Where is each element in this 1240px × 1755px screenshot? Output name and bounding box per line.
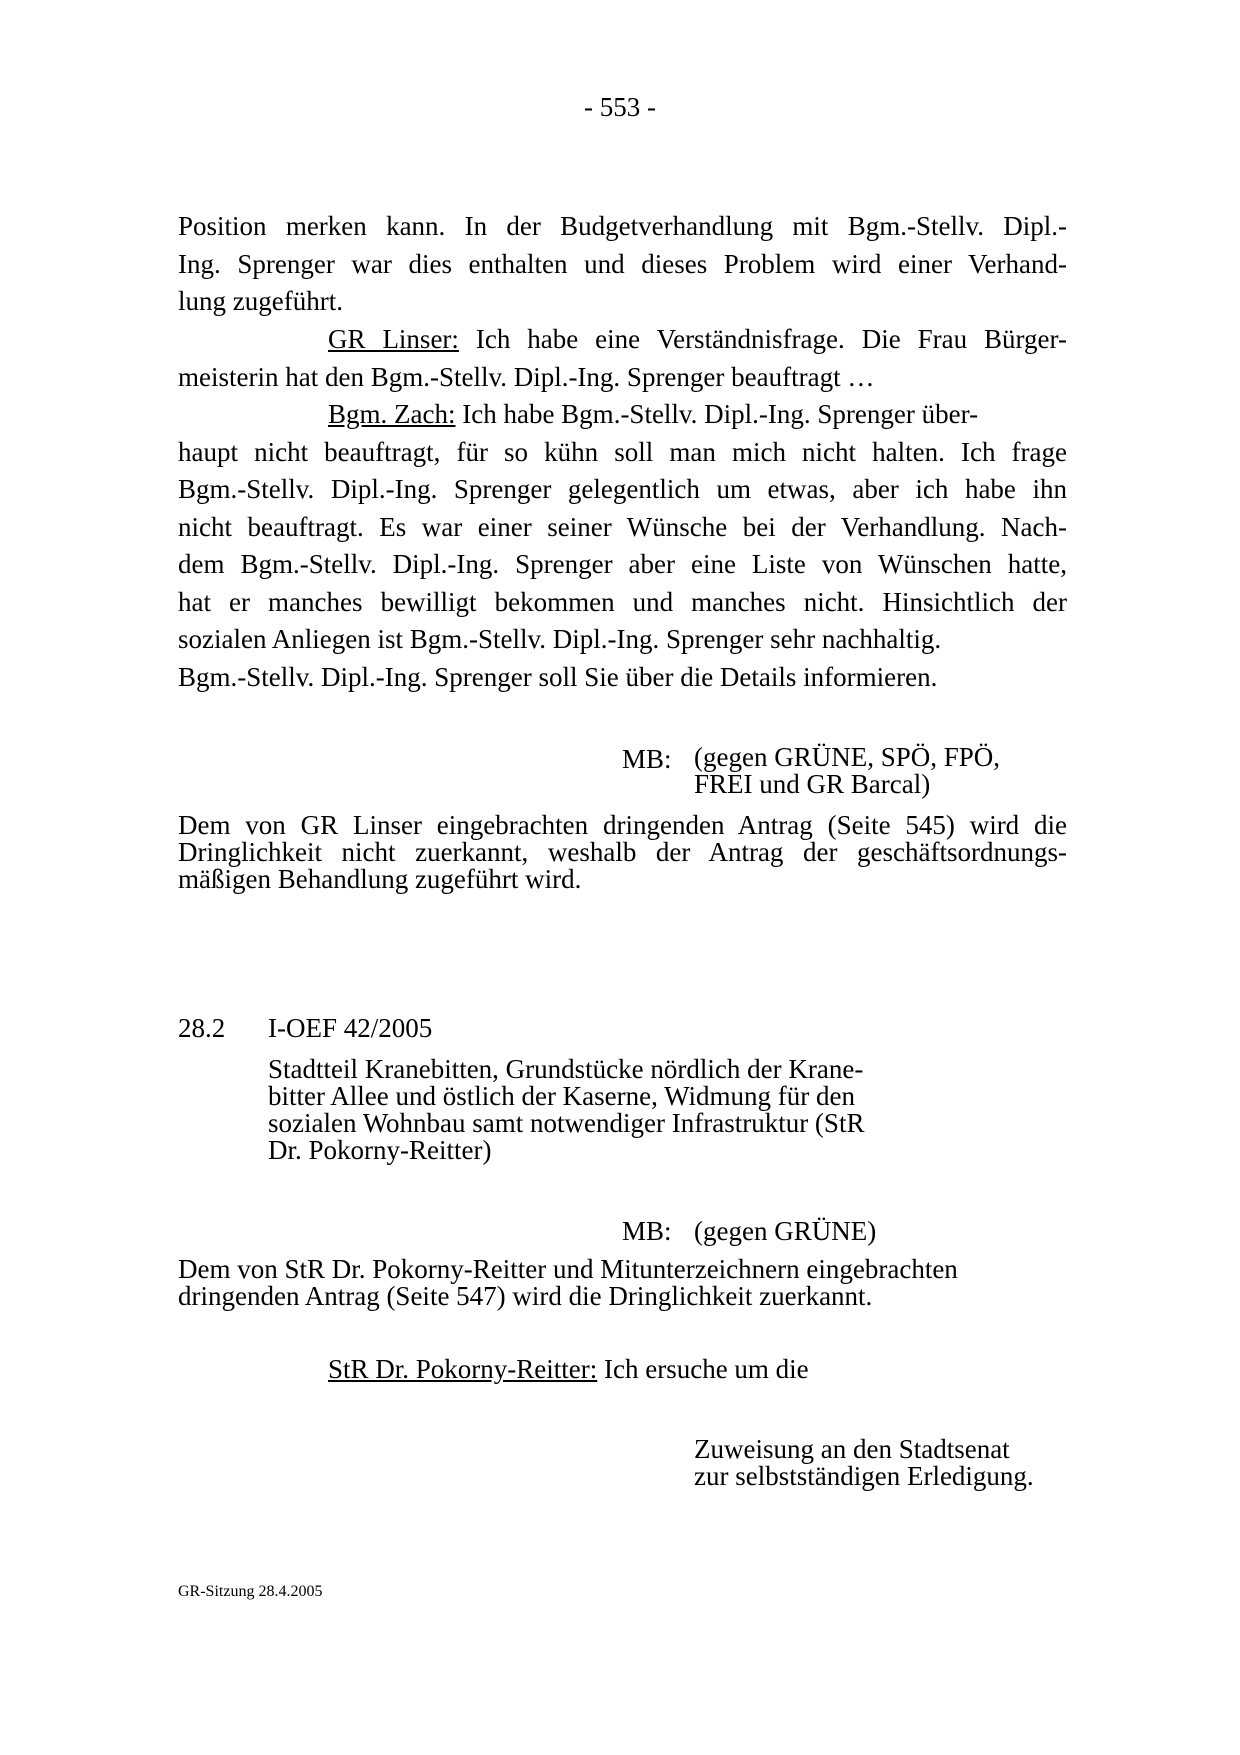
speaker-name: StR Dr. Pokorny-Reitter:: [328, 1354, 598, 1384]
text-line: sozialen Anliegen ist Bgm.-Stellv. Dipl.-Ing. Sprenger sehr nachhaltig.: [178, 624, 942, 654]
text-line: meisterin hat den Bgm.-Stellv. Dipl.-Ing. Sprenger beauftragt …: [178, 361, 875, 392]
text-line: lung zugeführt.: [178, 286, 343, 316]
text-line: mäßigen Behandlung zugeführt wird.: [178, 864, 582, 894]
text-line: Dem von GR Linser eingebrachten dringenden Antrag (Seite 545) wird die: [178, 810, 1067, 840]
text-line: Bgm.-Stellv. Dipl.-Ing. Sprenger soll Sie über die Details informieren.: [178, 661, 938, 692]
text-line: hat er manches bewilligt bekommen und manches nicht. Hinsichtlich der: [178, 586, 1067, 617]
vote-label: MB:: [622, 1216, 672, 1246]
vote-result: [694, 744, 1000, 798]
statement-pokorny: [328, 1354, 809, 1385]
text-line: sozialen Wohnbau samt notwendiger Infrastruktur (StR: [268, 1108, 865, 1138]
decision-paragraph: [178, 1256, 1067, 1310]
text-line: [178, 321, 1067, 359]
speaker-name: GR Linser:: [328, 324, 459, 354]
text-line: Position merken kann. In der Budgetverhandlung mit Bgm.-Stellv. Dipl.-: [178, 211, 1067, 241]
text-line: (gegen GRÜNE, SPÖ, FPÖ,: [694, 742, 1001, 772]
statement-linser: [178, 321, 1067, 396]
text-line: dringenden Antrag (Seite 547) wird die Dringlichkeit zuerkannt.: [178, 1281, 873, 1311]
statement-text: Ich habe eine Verständnisfrage. Die Frau Bürger-: [458, 324, 1067, 354]
statement-zach: [178, 396, 1067, 696]
text-line: Dem von StR Dr. Pokorny-Reitter und Mitunterzeichnern eingebrachten: [178, 1254, 958, 1284]
text-line: zur selbstständigen Erledigung.: [694, 1461, 1034, 1491]
item-description: [268, 1056, 928, 1164]
text-line: Ing. Sprenger war dies enthalten und dieses Problem wird einer Verhand-: [178, 248, 1067, 279]
vote-result: (gegen GRÜNE): [694, 1216, 877, 1246]
decision-paragraph: [178, 812, 1067, 893]
text-line: bitter Allee und östlich der Kaserne, Widmung für den: [268, 1081, 856, 1111]
intro-paragraph: [178, 208, 1067, 321]
text-line: haupt nicht beauftragt, für so kühn soll man mich nicht halten. Ich frage: [178, 436, 1067, 467]
statement-text: Ich habe Bgm.-Stellv. Dipl.-Ing. Sprenger über-: [455, 399, 979, 429]
footer: GR-Sitzung 28.4.2005: [178, 1583, 323, 1600]
statement-text: Ich ersuche um die: [597, 1354, 809, 1384]
text-line: Dringlichkeit nicht zuerkannt, weshalb der Antrag der geschäftsordnungs-: [178, 837, 1067, 867]
speaker-name: Bgm. Zach:: [328, 399, 456, 429]
text-line: Bgm.-Stellv. Dipl.-Ing. Sprenger gelegentlich um etwas, aber ich habe ihn: [178, 474, 1067, 504]
text-line: Stadtteil Kranebitten, Grundstücke nördlich der Krane-: [268, 1054, 864, 1084]
text-line: Zuweisung an den Stadtsenat: [694, 1434, 1010, 1464]
text-line: FREI und GR Barcal): [694, 769, 931, 799]
item-number: 28.2: [178, 1013, 226, 1043]
text-line: Dr. Pokorny-Reitter): [268, 1135, 492, 1165]
assignment-text: [694, 1436, 1034, 1490]
item-code: I-OEF 42/2005: [268, 1013, 433, 1043]
vote-label: MB:: [622, 744, 672, 774]
text-line: [178, 396, 1067, 434]
page-number: - 553 -: [584, 92, 656, 122]
text-line: nicht beauftragt. Es war einer seiner Wünsche bei der Verhandlung. Nach-: [178, 511, 1067, 542]
text-line: dem Bgm.-Stellv. Dipl.-Ing. Sprenger aber eine Liste von Wünschen hatte,: [178, 549, 1067, 579]
